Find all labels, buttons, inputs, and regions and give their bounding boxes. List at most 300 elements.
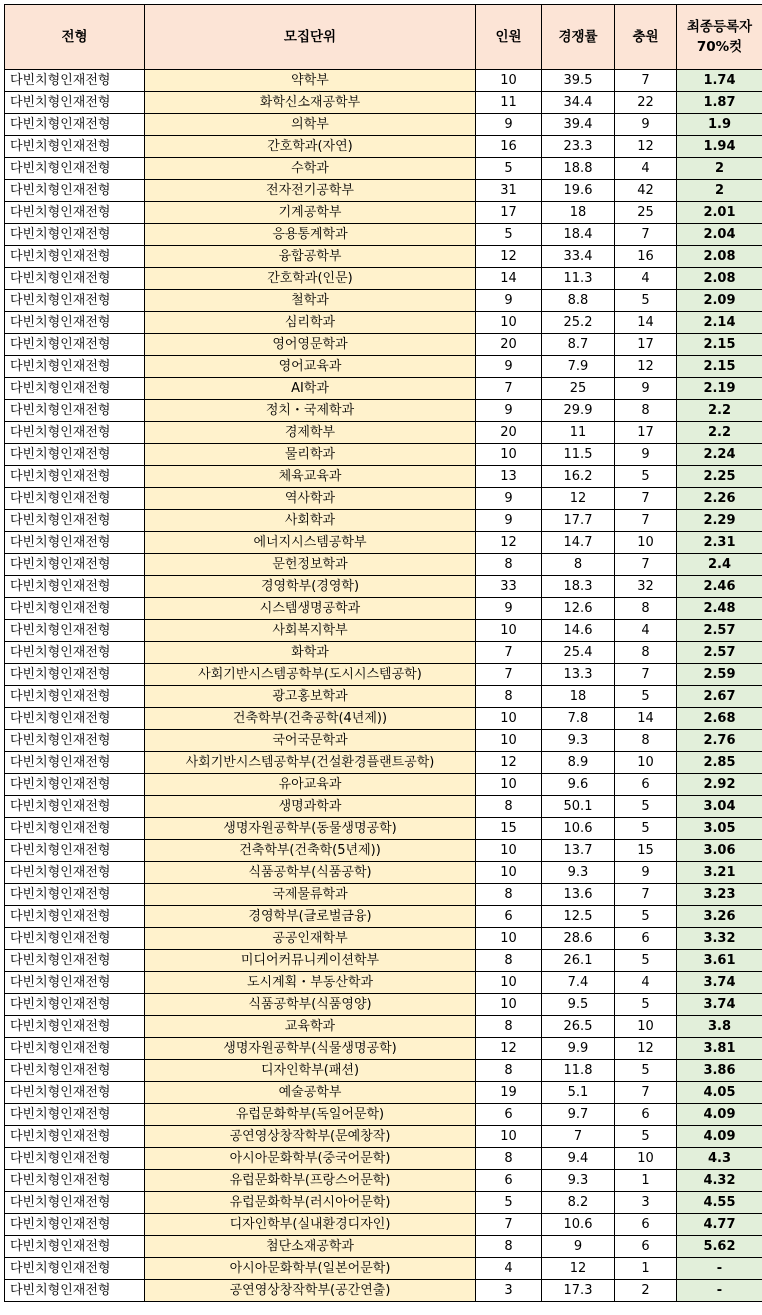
table-row — [5, 730, 762, 752]
admissions-table — [4, 4, 762, 1302]
cell-ratio: 12 — [542, 488, 615, 510]
cell-unit: 사회기반시스템공학부(건설환경플랜트공학) — [145, 752, 476, 774]
cell-unit: 유럽문화학부(독일어문학) — [145, 1104, 476, 1126]
cell-unit: 공연영상창작학부(공간연출) — [145, 1280, 476, 1302]
cell-extra: 7 — [615, 488, 677, 510]
cell-unit: 공공인재학부 — [145, 928, 476, 950]
cell-extra: 17 — [615, 422, 677, 444]
cell-unit: 영어교육과 — [145, 356, 476, 378]
cell-ratio: 9.6 — [542, 774, 615, 796]
cell-cut: 2.92 — [677, 774, 762, 796]
cell-ratio: 8 — [542, 554, 615, 576]
cell-cut: 2.57 — [677, 642, 762, 664]
cell-type: 다빈치형인재전형 — [5, 1126, 145, 1148]
table-row — [5, 444, 762, 466]
cell-extra: 10 — [615, 752, 677, 774]
cell-quota: 31 — [476, 180, 542, 202]
cell-extra: 5 — [615, 686, 677, 708]
table-row — [5, 202, 762, 224]
cell-extra: 25 — [615, 202, 677, 224]
cell-cut: 2.09 — [677, 290, 762, 312]
table-row — [5, 334, 762, 356]
cell-extra: 4 — [615, 158, 677, 180]
cell-cut: 2.25 — [677, 466, 762, 488]
cell-cut: 2.19 — [677, 378, 762, 400]
cell-extra: 16 — [615, 246, 677, 268]
cell-cut: 4.05 — [677, 1082, 762, 1104]
table-row — [5, 400, 762, 422]
cell-extra: 12 — [615, 136, 677, 158]
cell-quota: 12 — [476, 1038, 542, 1060]
cell-quota: 9 — [476, 510, 542, 532]
cell-extra: 17 — [615, 334, 677, 356]
cell-type: 다빈치형인재전형 — [5, 708, 145, 730]
cell-quota: 7 — [476, 642, 542, 664]
cell-quota: 8 — [476, 554, 542, 576]
cell-ratio: 9.9 — [542, 1038, 615, 1060]
cell-unit: 화학신소재공학부 — [145, 92, 476, 114]
cell-cut: 2.2 — [677, 422, 762, 444]
cell-cut: 2.01 — [677, 202, 762, 224]
cell-quota: 5 — [476, 1192, 542, 1214]
cell-extra: 3 — [615, 1192, 677, 1214]
cell-ratio: 9.5 — [542, 994, 615, 1016]
cell-type: 다빈치형인재전형 — [5, 950, 145, 972]
cell-cut: 3.04 — [677, 796, 762, 818]
table-row — [5, 422, 762, 444]
table-row — [5, 708, 762, 730]
cell-unit: 약학부 — [145, 70, 476, 92]
table-row — [5, 532, 762, 554]
cell-cut: 2.76 — [677, 730, 762, 752]
cell-quota: 7 — [476, 1214, 542, 1236]
table-row — [5, 356, 762, 378]
cell-quota: 12 — [476, 246, 542, 268]
cell-unit: 디자인학부(패션) — [145, 1060, 476, 1082]
cell-ratio: 10.6 — [542, 818, 615, 840]
cell-cut: 2.15 — [677, 356, 762, 378]
cell-cut: 3.05 — [677, 818, 762, 840]
cell-quota: 16 — [476, 136, 542, 158]
cell-ratio: 14.7 — [542, 532, 615, 554]
cell-extra: 6 — [615, 1236, 677, 1258]
cell-extra: 10 — [615, 532, 677, 554]
header-row — [5, 5, 762, 70]
cell-extra: 10 — [615, 1016, 677, 1038]
table-row — [5, 972, 762, 994]
cell-quota: 8 — [476, 884, 542, 906]
cell-ratio: 18.3 — [542, 576, 615, 598]
cell-unit: 아시아문화학부(일본어문학) — [145, 1258, 476, 1280]
cell-cut: 4.09 — [677, 1104, 762, 1126]
cell-ratio: 18 — [542, 202, 615, 224]
cell-cut: 3.74 — [677, 994, 762, 1016]
cell-unit: 생명자원공학부(동물생명공학) — [145, 818, 476, 840]
cell-quota: 13 — [476, 466, 542, 488]
cell-quota: 10 — [476, 994, 542, 1016]
cell-unit: 국어국문학과 — [145, 730, 476, 752]
cell-ratio: 19.6 — [542, 180, 615, 202]
table-row — [5, 1104, 762, 1126]
table-row — [5, 378, 762, 400]
cell-quota: 10 — [476, 840, 542, 862]
cell-quota: 10 — [476, 972, 542, 994]
cell-cut: 4.32 — [677, 1170, 762, 1192]
cell-ratio: 17.3 — [542, 1280, 615, 1302]
cell-type: 다빈치형인재전형 — [5, 840, 145, 862]
cell-unit: 예술공학부 — [145, 1082, 476, 1104]
cell-unit: 유럽문화학부(프랑스어문학) — [145, 1170, 476, 1192]
cell-quota: 14 — [476, 268, 542, 290]
header-ratio: 경쟁률 — [542, 5, 615, 70]
cell-cut: 2.57 — [677, 620, 762, 642]
cell-type: 다빈치형인재전형 — [5, 664, 145, 686]
table-row — [5, 246, 762, 268]
cell-cut: 4.77 — [677, 1214, 762, 1236]
cell-extra: 22 — [615, 92, 677, 114]
cell-ratio: 50.1 — [542, 796, 615, 818]
cell-ratio: 9.3 — [542, 1170, 615, 1192]
cell-cut: 2.08 — [677, 268, 762, 290]
cell-extra: 9 — [615, 862, 677, 884]
cell-cut: 2.4 — [677, 554, 762, 576]
cell-ratio: 16.2 — [542, 466, 615, 488]
cell-type: 다빈치형인재전형 — [5, 642, 145, 664]
cell-extra: 6 — [615, 1104, 677, 1126]
cell-type: 다빈치형인재전형 — [5, 444, 145, 466]
cell-ratio: 26.5 — [542, 1016, 615, 1038]
cell-cut: 2.24 — [677, 444, 762, 466]
cell-cut: 2.31 — [677, 532, 762, 554]
cell-extra: 5 — [615, 818, 677, 840]
cell-unit: 문헌정보학과 — [145, 554, 476, 576]
table-row — [5, 818, 762, 840]
cell-extra: 7 — [615, 664, 677, 686]
cell-ratio: 23.3 — [542, 136, 615, 158]
cell-extra: 4 — [615, 620, 677, 642]
header-quota: 인원 — [476, 5, 542, 70]
cell-type: 다빈치형인재전형 — [5, 818, 145, 840]
cell-cut: 3.74 — [677, 972, 762, 994]
table-row — [5, 554, 762, 576]
cell-extra: 5 — [615, 950, 677, 972]
cell-type: 다빈치형인재전형 — [5, 246, 145, 268]
cell-cut: 2.59 — [677, 664, 762, 686]
cell-unit: 철학과 — [145, 290, 476, 312]
cell-ratio: 14.6 — [542, 620, 615, 642]
cell-type: 다빈치형인재전형 — [5, 1214, 145, 1236]
cell-quota: 7 — [476, 378, 542, 400]
cell-unit: 의학부 — [145, 114, 476, 136]
cell-quota: 17 — [476, 202, 542, 224]
cell-unit: 심리학과 — [145, 312, 476, 334]
cell-unit: 국제물류학과 — [145, 884, 476, 906]
cell-unit: 기계공학부 — [145, 202, 476, 224]
table-row — [5, 114, 762, 136]
cell-type: 다빈치형인재전형 — [5, 796, 145, 818]
cell-unit: 생명과학과 — [145, 796, 476, 818]
table-row — [5, 268, 762, 290]
cell-ratio: 9.4 — [542, 1148, 615, 1170]
cell-unit: 첨단소재공학과 — [145, 1236, 476, 1258]
table-row — [5, 510, 762, 532]
cell-type: 다빈치형인재전형 — [5, 268, 145, 290]
cell-cut: 4.3 — [677, 1148, 762, 1170]
cell-quota: 10 — [476, 312, 542, 334]
table-row — [5, 290, 762, 312]
cell-ratio: 29.9 — [542, 400, 615, 422]
table-row — [5, 92, 762, 114]
cell-ratio: 26.1 — [542, 950, 615, 972]
cell-type: 다빈치형인재전형 — [5, 510, 145, 532]
cell-ratio: 13.3 — [542, 664, 615, 686]
cell-cut: 1.94 — [677, 136, 762, 158]
cell-quota: 5 — [476, 224, 542, 246]
cell-type: 다빈치형인재전형 — [5, 598, 145, 620]
cell-unit: 응용통계학과 — [145, 224, 476, 246]
cell-cut: 3.06 — [677, 840, 762, 862]
cell-type: 다빈치형인재전형 — [5, 774, 145, 796]
cell-unit: AI학과 — [145, 378, 476, 400]
cell-type: 다빈치형인재전형 — [5, 554, 145, 576]
cell-cut: 2.48 — [677, 598, 762, 620]
cell-quota: 10 — [476, 862, 542, 884]
cell-cut: 2.04 — [677, 224, 762, 246]
cell-cut: 3.61 — [677, 950, 762, 972]
cell-ratio: 9.3 — [542, 730, 615, 752]
header-cut-line2: 70%컷 — [697, 39, 742, 55]
table-row — [5, 994, 762, 1016]
cell-unit: 수학과 — [145, 158, 476, 180]
cell-quota: 20 — [476, 334, 542, 356]
cell-unit: 간호학과(자연) — [145, 136, 476, 158]
cell-extra: 8 — [615, 642, 677, 664]
cell-unit: 교육학과 — [145, 1016, 476, 1038]
cell-extra: 7 — [615, 1082, 677, 1104]
cell-unit: 아시아문화학부(중국어문학) — [145, 1148, 476, 1170]
cell-unit: 건축학부(건축공학(4년제)) — [145, 708, 476, 730]
cell-extra: 7 — [615, 70, 677, 92]
table-row — [5, 312, 762, 334]
cell-ratio: 39.5 — [542, 70, 615, 92]
cell-unit: 생명자원공학부(식물생명공학) — [145, 1038, 476, 1060]
cell-quota: 3 — [476, 1280, 542, 1302]
cell-type: 다빈치형인재전형 — [5, 928, 145, 950]
cell-quota: 9 — [476, 290, 542, 312]
cell-unit: 융합공학부 — [145, 246, 476, 268]
cell-extra: 2 — [615, 1280, 677, 1302]
cell-extra: 7 — [615, 510, 677, 532]
table-row — [5, 158, 762, 180]
header-unit: 모집단위 — [145, 5, 476, 70]
cell-extra: 5 — [615, 290, 677, 312]
cell-cut: 1.9 — [677, 114, 762, 136]
cell-cut: 3.21 — [677, 862, 762, 884]
table-row — [5, 1082, 762, 1104]
table-row — [5, 928, 762, 950]
cell-ratio: 11.3 — [542, 268, 615, 290]
cell-type: 다빈치형인재전형 — [5, 1060, 145, 1082]
cell-type: 다빈치형인재전형 — [5, 752, 145, 774]
cell-extra: 1 — [615, 1170, 677, 1192]
cell-quota: 10 — [476, 444, 542, 466]
cell-extra: 4 — [615, 268, 677, 290]
cell-ratio: 12 — [542, 1258, 615, 1280]
header-cut-line1: 최종등록자 — [687, 19, 752, 35]
cell-type: 다빈치형인재전형 — [5, 1170, 145, 1192]
cell-type: 다빈치형인재전형 — [5, 180, 145, 202]
cell-ratio: 11.5 — [542, 444, 615, 466]
cell-unit: 에너지시스템공학부 — [145, 532, 476, 554]
cell-extra: 7 — [615, 884, 677, 906]
cell-quota: 10 — [476, 928, 542, 950]
table-row — [5, 1214, 762, 1236]
table-row — [5, 796, 762, 818]
cell-extra: 5 — [615, 1060, 677, 1082]
table-body — [5, 70, 762, 1302]
cell-quota: 8 — [476, 1060, 542, 1082]
table-row — [5, 884, 762, 906]
cell-type: 다빈치형인재전형 — [5, 972, 145, 994]
cell-cut: 3.81 — [677, 1038, 762, 1060]
cell-extra: 10 — [615, 1148, 677, 1170]
cell-quota: 4 — [476, 1258, 542, 1280]
cell-extra: 8 — [615, 730, 677, 752]
cell-cut: 2 — [677, 158, 762, 180]
cell-ratio: 5.1 — [542, 1082, 615, 1104]
cell-extra: 5 — [615, 906, 677, 928]
table-row — [5, 576, 762, 598]
cell-unit: 공연영상창작학부(문예창작) — [145, 1126, 476, 1148]
cell-cut: 2.85 — [677, 752, 762, 774]
cell-cut: 2.2 — [677, 400, 762, 422]
cell-cut: 5.62 — [677, 1236, 762, 1258]
cell-extra: 5 — [615, 796, 677, 818]
cell-unit: 정치・국제학과 — [145, 400, 476, 422]
cell-extra: 8 — [615, 598, 677, 620]
cell-unit: 유아교육과 — [145, 774, 476, 796]
cell-unit: 사회학과 — [145, 510, 476, 532]
cell-ratio: 39.4 — [542, 114, 615, 136]
table-row — [5, 1170, 762, 1192]
cell-ratio: 7.4 — [542, 972, 615, 994]
cell-ratio: 28.6 — [542, 928, 615, 950]
cell-extra: 9 — [615, 444, 677, 466]
cell-unit: 경영학부(경영학) — [145, 576, 476, 598]
cell-extra: 7 — [615, 224, 677, 246]
cell-cut: 2.29 — [677, 510, 762, 532]
cell-type: 다빈치형인재전형 — [5, 532, 145, 554]
cell-ratio: 25.2 — [542, 312, 615, 334]
cell-ratio: 34.4 — [542, 92, 615, 114]
cell-unit: 디자인학부(실내환경디자인) — [145, 1214, 476, 1236]
cell-extra: 5 — [615, 1126, 677, 1148]
cell-cut: 1.87 — [677, 92, 762, 114]
cell-ratio: 18.4 — [542, 224, 615, 246]
cell-type: 다빈치형인재전형 — [5, 466, 145, 488]
cell-ratio: 18.8 — [542, 158, 615, 180]
cell-ratio: 13.7 — [542, 840, 615, 862]
cell-type: 다빈치형인재전형 — [5, 114, 145, 136]
cell-unit: 화학과 — [145, 642, 476, 664]
cell-unit: 체육교육과 — [145, 466, 476, 488]
cell-type: 다빈치형인재전형 — [5, 730, 145, 752]
cell-ratio: 12.5 — [542, 906, 615, 928]
cell-unit: 사회기반시스템공학부(도시시스템공학) — [145, 664, 476, 686]
cell-type: 다빈치형인재전형 — [5, 686, 145, 708]
cell-type: 다빈치형인재전형 — [5, 488, 145, 510]
cell-extra: 42 — [615, 180, 677, 202]
table-row — [5, 1038, 762, 1060]
cell-quota: 5 — [476, 158, 542, 180]
cell-ratio: 9 — [542, 1236, 615, 1258]
table-row — [5, 752, 762, 774]
cell-cut: 2.26 — [677, 488, 762, 510]
table-row — [5, 70, 762, 92]
cell-ratio: 8.9 — [542, 752, 615, 774]
cell-ratio: 7 — [542, 1126, 615, 1148]
table-row — [5, 466, 762, 488]
cell-unit: 도시계획・부동산학과 — [145, 972, 476, 994]
cell-quota: 9 — [476, 400, 542, 422]
cell-cut: 3.32 — [677, 928, 762, 950]
cell-ratio: 25.4 — [542, 642, 615, 664]
cell-type: 다빈치형인재전형 — [5, 576, 145, 598]
cell-extra: 12 — [615, 356, 677, 378]
cell-quota: 10 — [476, 774, 542, 796]
cell-ratio: 7.9 — [542, 356, 615, 378]
cell-type: 다빈치형인재전형 — [5, 224, 145, 246]
table-row — [5, 620, 762, 642]
cell-unit: 식품공학부(식품영양) — [145, 994, 476, 1016]
cell-type: 다빈치형인재전형 — [5, 400, 145, 422]
cell-quota: 12 — [476, 752, 542, 774]
cell-quota: 6 — [476, 1104, 542, 1126]
cell-extra: 12 — [615, 1038, 677, 1060]
cell-cut: 1.74 — [677, 70, 762, 92]
cell-ratio: 8.8 — [542, 290, 615, 312]
table-row — [5, 180, 762, 202]
cell-cut: 2.67 — [677, 686, 762, 708]
cell-extra: 1 — [615, 1258, 677, 1280]
cell-type: 다빈치형인재전형 — [5, 290, 145, 312]
table-row — [5, 1258, 762, 1280]
header-extra: 충원 — [615, 5, 677, 70]
table-row — [5, 840, 762, 862]
cell-quota: 9 — [476, 356, 542, 378]
cell-unit: 경영학부(글로벌금융) — [145, 906, 476, 928]
cell-quota: 9 — [476, 598, 542, 620]
cell-cut: 3.86 — [677, 1060, 762, 1082]
cell-quota: 8 — [476, 686, 542, 708]
cell-unit: 건축학부(건축학(5년제)) — [145, 840, 476, 862]
cell-type: 다빈치형인재전형 — [5, 994, 145, 1016]
table-row — [5, 136, 762, 158]
cell-quota: 11 — [476, 92, 542, 114]
cell-quota: 33 — [476, 576, 542, 598]
cell-unit: 전자전기공학부 — [145, 180, 476, 202]
cell-extra: 5 — [615, 466, 677, 488]
cell-quota: 19 — [476, 1082, 542, 1104]
cell-quota: 8 — [476, 796, 542, 818]
cell-unit: 간호학과(인문) — [145, 268, 476, 290]
cell-ratio: 9.3 — [542, 862, 615, 884]
header-type: 전형 — [5, 5, 145, 70]
cell-unit: 경제학부 — [145, 422, 476, 444]
cell-cut: 3.8 — [677, 1016, 762, 1038]
table-row — [5, 642, 762, 664]
cell-quota: 6 — [476, 906, 542, 928]
